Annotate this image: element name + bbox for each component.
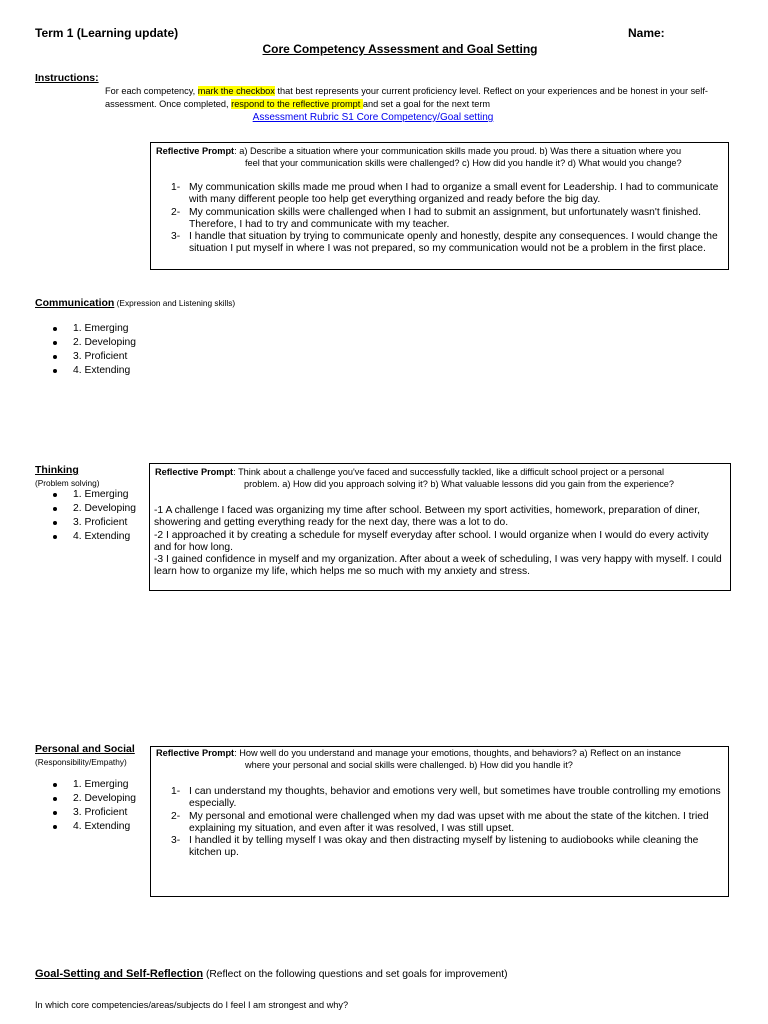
term-label: Term 1 (Learning update) xyxy=(35,26,179,40)
goal-question: In which core competencies/areas/subjects do I feel I am strongest and why? xyxy=(35,1000,349,1010)
list-item: 2- My personal and emotional were challenged when my dad was upset with me about the state of the kitchen. I tried explaining my situation, and even after it was resolved, I was still upset. xyxy=(171,810,709,834)
list-item: 3- I handled it by telling myself I was okay and then distracting myself by listening to audiobooks while cleaning the kitchen up. xyxy=(171,835,699,859)
level-proficient[interactable]: 3. Proficient xyxy=(35,806,150,820)
personal-prompt-box[interactable] xyxy=(150,746,729,897)
personal-prompt: Reflective Prompt: How well do you understand and manage your emotions, thoughts, and behaviors? a) Reflect on an instance where your personal and social skills were challenged. b) How did you handle it? xyxy=(156,748,682,771)
level-extending[interactable]: 4. Extending xyxy=(35,530,150,544)
level-proficient[interactable]: 3. Proficient xyxy=(35,516,150,530)
page-title: Core Competency Assessment and Goal Setting xyxy=(262,42,538,56)
thinking-answers xyxy=(154,505,726,579)
level-developing[interactable]: 2. Developing xyxy=(35,502,150,516)
list-item: 2- My communication skills were challenged when I had to submit an assignment, but unfortunately wasn't finished. Therefore, I had to try and communicate with my teacher. xyxy=(171,206,701,230)
level-extending[interactable]: 4. Extending xyxy=(35,820,150,834)
instructions-heading: Instructions: xyxy=(35,72,99,84)
level-emerging[interactable]: 1. Emerging xyxy=(35,322,175,336)
communication-prompt-box[interactable] xyxy=(150,142,729,270)
thinking-prompt-box[interactable] xyxy=(149,463,731,591)
list-item: 3- I handle that situation by trying to communicate openly and honestly, despite any consequences. I would change the situation I put myself in where I was not prepared, so my communication would not be a problem in the first place. xyxy=(171,231,718,255)
communication-answers xyxy=(151,182,725,256)
communication-levels xyxy=(35,322,175,378)
thinking-prompt: Reflective Prompt: Think about a challenge you've faced and successfully tackled, like a difficult school project or a personal problem. a) How did you approach solving it? b) What valuable lessons did you gain from the experience? xyxy=(155,467,675,490)
list-item: 1- I can understand my thoughts, behavior and emotions very well, but sometimes have trouble controlling my emotions especially. xyxy=(171,786,721,810)
level-emerging[interactable]: 1. Emerging xyxy=(35,778,150,792)
goal-heading: Goal-Setting and Self-Reflection (Reflect on the following questions and set goals for improvement) xyxy=(35,968,508,980)
name-label: Name: xyxy=(628,26,665,40)
rubric-link[interactable]: Assessment Rubric S1 Core Competency/Goal setting xyxy=(252,112,494,123)
personal-answers xyxy=(151,786,725,860)
personal-heading: Personal and Social xyxy=(35,743,135,755)
list-item: -1 A challenge I faced was organizing my time after school. Between my sport activities, homework, preparation of diner, showering and getting everything ready for the next day, there was a lot to do. xyxy=(154,505,701,529)
list-item: 1- My communication skills made me proud when I had to organize a small event for Leadership. I had to communicate with many different people too help get everything organized and ready before the big day. xyxy=(171,182,719,206)
personal-subheading: (Responsibility/Empathy) xyxy=(35,757,127,767)
thinking-subheading: (Problem solving) xyxy=(35,478,100,488)
highlight-checkbox: mark the checkbox xyxy=(197,86,275,96)
list-item: -3 I gained confidence in myself and my organization. After about a week of scheduling, I was very happy with myself. I could learn how to organize my life, which helps me so much with my anxiety and stress. xyxy=(154,554,722,578)
level-proficient[interactable]: 3. Proficient xyxy=(35,350,175,364)
level-emerging[interactable]: 1. Emerging xyxy=(35,488,150,502)
highlight-prompt: respond to the reflective prompt xyxy=(231,99,363,109)
level-developing[interactable]: 2. Developing xyxy=(35,792,150,806)
personal-levels xyxy=(35,778,150,834)
level-developing[interactable]: 2. Developing xyxy=(35,336,175,350)
thinking-heading: Thinking xyxy=(35,464,79,476)
level-extending[interactable]: 4. Extending xyxy=(35,364,175,378)
list-item: -2 I approached it by creating a schedule for myself everyday after school. I would organize when I would do every activity and for how long. xyxy=(154,529,709,553)
communication-prompt: Reflective Prompt: a) Describe a situation where your communication skills made you proud. b) Was there a situation where you feel that your communication skills were challenged? c) How did you handle it? d) What would you change? xyxy=(156,146,682,169)
instructions-text: For each competency, mark the checkbox that best represents your current proficiency level. Reflect on your experiences and be honest in your self-assessment. Once completed, respond to the reflective prompt and set a goal for the next term xyxy=(105,86,708,109)
thinking-levels xyxy=(35,488,150,544)
communication-heading: Communication (Expression and Listening skills) xyxy=(35,297,236,309)
